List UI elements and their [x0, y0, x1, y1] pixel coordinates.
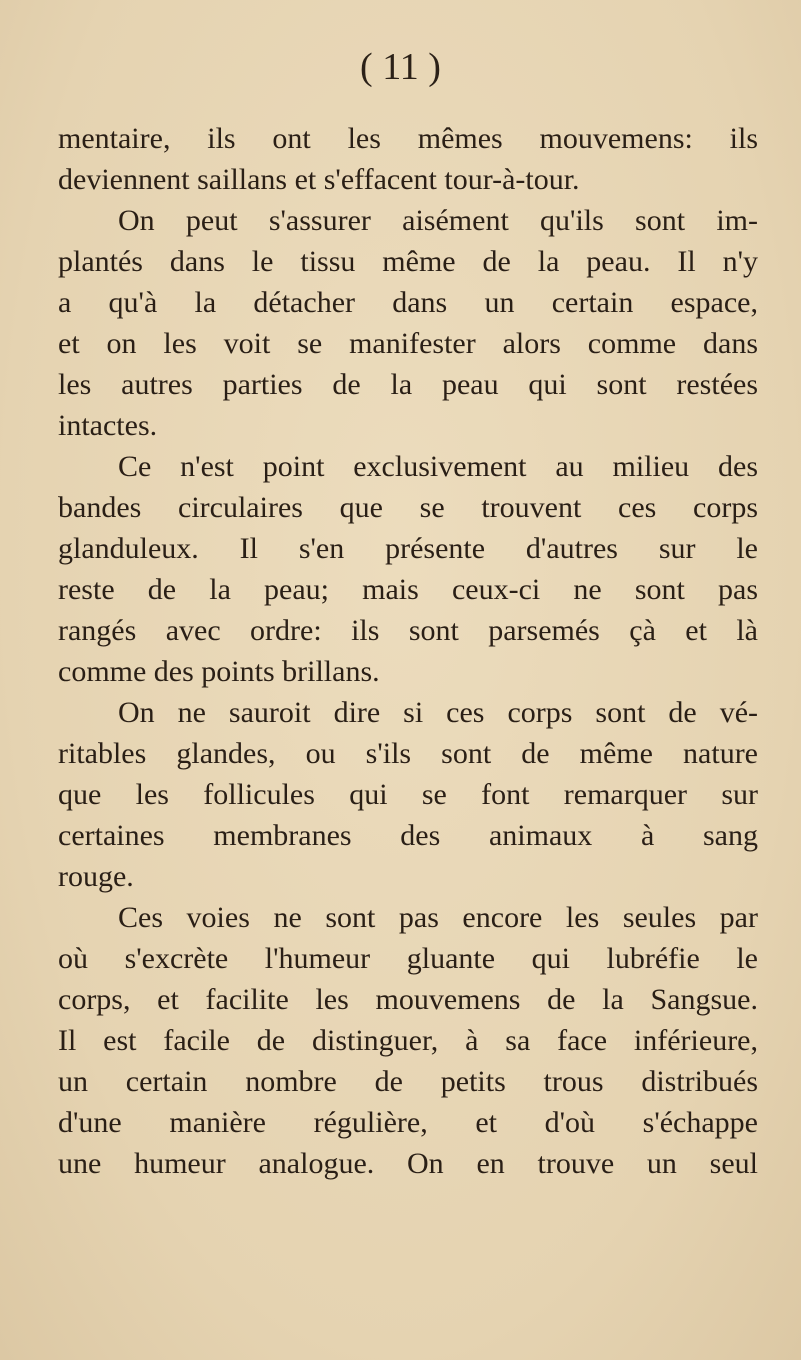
text-line: intactes.: [58, 409, 158, 442]
text-line: un certain nombre de petits trous distribués: [58, 1065, 758, 1098]
body-text: [58, 118, 758, 1184]
text-line: comme des points brillans.: [58, 655, 380, 688]
paragraph: [58, 118, 758, 200]
text-line: Ces voies ne sont pas encore les seules par: [118, 901, 758, 934]
text-line: Ce n'est point exclusivement au milieu des: [118, 450, 758, 483]
text-line: rouge.: [58, 860, 134, 893]
text-line: corps, et facilite les mouvemens de la Sangsue.: [58, 983, 758, 1016]
text-line: ritables glandes, ou s'ils sont de même nature: [58, 737, 758, 770]
text-line: d'une manière régulière, et d'où s'échappe: [58, 1106, 758, 1139]
text-line: une humeur analogue. On en trouve un seul: [58, 1147, 758, 1180]
text-line: certaines membranes des animaux à sang: [58, 819, 758, 852]
paragraph: [58, 692, 758, 897]
text-line: où s'excrète l'humeur gluante qui lubréfie le: [58, 942, 758, 975]
text-line: On peut s'assurer aisément qu'ils sont im-: [118, 204, 758, 237]
text-line: bandes circulaires que se trouvent ces corps: [58, 491, 758, 524]
text-line: que les follicules qui se font remarquer sur: [58, 778, 758, 811]
text-line: reste de la peau; mais ceux-ci ne sont pas: [58, 573, 758, 606]
text-line: mentaire, ils ont les mêmes mouvemens: ils: [58, 122, 758, 155]
page-number: ( 11 ): [360, 46, 441, 88]
text-line: On ne sauroit dire si ces corps sont de vé-: [118, 696, 758, 729]
text-line: glanduleux. Il s'en présente d'autres sur le: [58, 532, 758, 565]
text-line: plantés dans le tissu même de la peau. Il n'y: [58, 245, 758, 278]
paragraph: [58, 897, 758, 1184]
text-line: rangés avec ordre: ils sont parsemés çà et là: [58, 614, 758, 647]
text-line: deviennent saillans et s'effacent tour-à-tour.: [58, 163, 580, 196]
text-line: Il est facile de distinguer, à sa face inférieure,: [58, 1024, 758, 1057]
text-line: a qu'à la détacher dans un certain espace,: [58, 286, 758, 319]
paragraph: [58, 446, 758, 692]
text-line: les autres parties de la peau qui sont restées: [58, 368, 758, 401]
text-line: et on les voit se manifester alors comme dans: [58, 327, 758, 360]
paragraph: [58, 200, 758, 446]
